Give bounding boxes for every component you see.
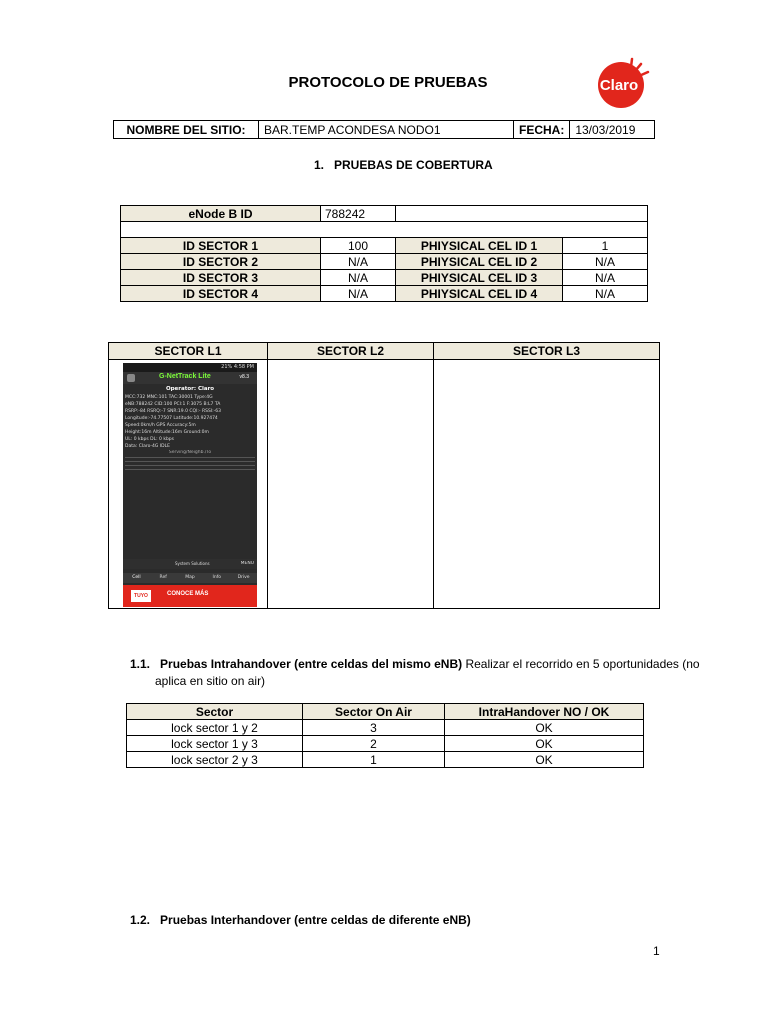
measure-line: Height:16m Altitude:16m Ground:0m [125,430,209,435]
app-tab-bar [123,573,257,583]
sector-cell: lock sector 1 y 2 [127,720,303,736]
col-sector-header: Sector [127,704,303,720]
neighbors-title: Serving/Neighb./To [168,450,212,455]
sector-id-value: 100 [321,238,396,254]
table-row [127,736,644,752]
neighbors-table [125,457,255,471]
sector-cell: lock sector 2 y 3 [127,752,303,768]
section-1-1-text: Realizar el recorrido en 5 oportunidades (no [462,657,700,671]
sector-id-label: ID SECTOR 2 [121,254,321,270]
section-1-1-number: 1.1. [130,657,151,671]
ad-banner[interactable] [123,585,257,607]
tab-info[interactable]: Info [212,575,222,580]
on-air-cell: 1 [303,752,445,768]
measure-line: Data: Claro-4G IDLE [125,444,170,449]
enode-empty-cell [396,206,648,222]
intrahandover-table [126,703,644,768]
sector-l2-header: SECTOR L2 [268,343,434,360]
cell-id-value: N/A [563,270,648,286]
status-bar: 21% 4:58 PM [221,364,254,370]
sector-screenshots-table [108,342,660,609]
sector-id-label: ID SECTOR 1 [121,238,321,254]
claro-logo [595,55,651,111]
tab-cell[interactable]: Cell [132,575,141,580]
cell-id-value: 1 [563,238,648,254]
page-title: PROTOCOLO DE PRUEBAS [288,74,488,91]
sector-l1-header: SECTOR L1 [109,343,268,360]
section-1-heading: 1. PRUEBAS DE COBERTURA [314,158,493,172]
cell-id-label: PHIYSICAL CEL ID 3 [396,270,563,286]
sector-l3-cell [434,360,660,609]
tab-ref[interactable]: Ref [159,575,167,580]
sector-l3-header: SECTOR L3 [434,343,660,360]
sector-id-label: ID SECTOR 3 [121,270,321,286]
enode-table [120,205,648,302]
section-1-1-paragraph [130,656,700,673]
enode-label: eNode B ID [121,206,321,222]
site-name-value: BAR.TEMP ACONDESA NODO1 [259,121,514,139]
app-icon [127,374,135,382]
table-row [127,720,644,736]
measure-line: Longitude:-74.77507 Latitude:10.927474 [125,416,218,421]
measure-line: RSRP:-84 RSRQ:-7 SNR:19.0 CQI:- RSSI:-63 [125,409,221,414]
result-cell: OK [445,736,644,752]
brand-label: System Solutions [175,561,210,566]
section-1-2-title: Pruebas Interhandover (entre celdas de diferente eNB) [160,913,471,927]
sector-id-value: N/A [321,286,396,302]
spacer-row [121,222,648,238]
sector-id-value: N/A [321,270,396,286]
cell-id-label: PHIYSICAL CEL ID 1 [396,238,563,254]
section-1-1-text-line2: aplica en sitio on air) [155,674,266,688]
table-row [127,752,644,768]
section-1-1-heading: Pruebas Intrahandover (entre celdas del mismo eNB) [160,657,463,671]
result-cell: OK [445,720,644,736]
app-version: v8.3 [239,374,249,380]
ad-badge: TUYO [131,590,151,602]
result-cell: OK [445,752,644,768]
cell-id-value: N/A [563,286,648,302]
sector-id-value: N/A [321,254,396,270]
logo-text: Claro [599,77,639,94]
date-label: FECHA: [514,121,570,139]
on-air-cell: 2 [303,736,445,752]
site-info-table [113,120,655,139]
phone-screenshot [123,363,257,607]
col-result-header: IntraHandover NO / OK [445,704,644,720]
measure-line: MCC:732 MNC:101 TAC:30001 Type:4G [125,395,213,400]
section-1-2-heading [130,912,471,929]
cell-id-label: PHIYSICAL CEL ID 4 [396,286,563,302]
measure-line: UL: 0 kbps DL: 0 kbps [125,437,175,442]
enode-value: 788242 [321,206,396,222]
sector-l2-cell [268,360,434,609]
date-value: 13/03/2019 [570,121,655,139]
tab-drive[interactable]: Drive [237,575,250,580]
on-air-cell: 3 [303,720,445,736]
sector-cell: lock sector 1 y 3 [127,736,303,752]
ad-text: CONOCE MÁS [167,591,209,597]
measure-line: eNB:788242 CID:100 PCI:1 F:3075 B:L7 TA [125,402,221,407]
sector-l1-cell [109,360,268,609]
sector-id-label: ID SECTOR 4 [121,286,321,302]
site-name-label: NOMBRE DEL SITIO: [114,121,259,139]
page-number: 1 [653,944,660,958]
menu-label: MENU [240,561,254,566]
app-name: G-NetTrack Lite [159,373,211,380]
col-on-air-header: Sector On Air [303,704,445,720]
measure-line: Speed:0km/h GPS Accuracy:5m [125,423,196,428]
tab-map[interactable]: Map [185,575,195,580]
cell-id-label: PHIYSICAL CEL ID 2 [396,254,563,270]
operator-label: Operator: Claro [165,386,215,392]
section-1-2-number: 1.2. [130,913,151,927]
cell-id-value: N/A [563,254,648,270]
